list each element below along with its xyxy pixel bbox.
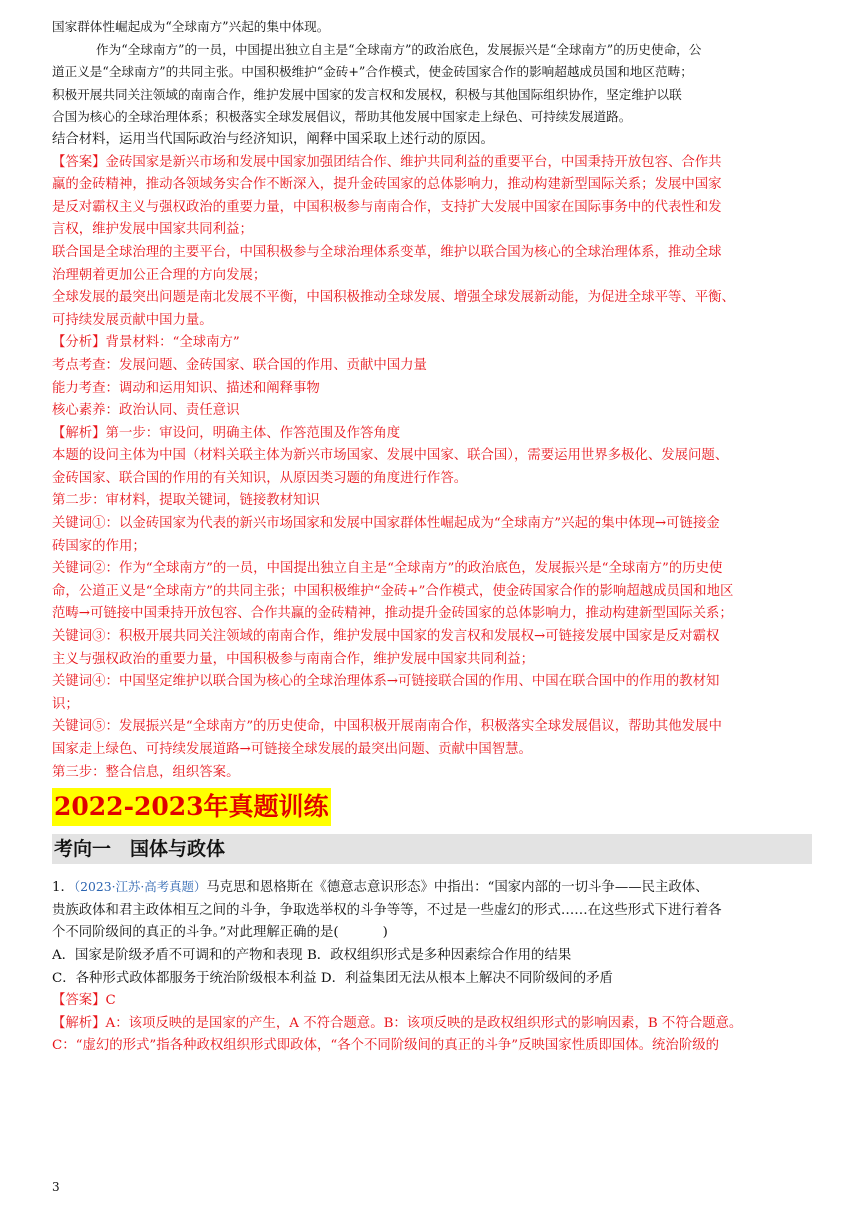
keyword-line: 国家走上绿色、可持续发展道路→可链接全球发展的最突出问题、贡献中国智慧。 (52, 742, 532, 757)
question-stem: 个不同阶级间的真正的斗争。”对此理解正确的是( (52, 925, 339, 941)
answer-line: 赢的金砖精神，推动各领域务实合作不断深入，提升金砖国家的总体影响力，推动构建新型国际关系；发展中国家 (52, 177, 722, 193)
option-row: C．各种形式政体都服务于统治阶级根本利益 D．利益集团无法从根本上解决不同阶级间的矛盾 (52, 970, 613, 986)
explanation-line: 【解析】第一步：审设问，明确主体、作答范围及作答角度 (52, 425, 401, 441)
keyword-line: 识； (52, 696, 79, 712)
answer-line: 言权，维护发展中国家共同利益； (52, 222, 253, 238)
question-prompt: 结合材料，运用当代国际政治与经济知识，阐释中国采取上述行动的原因。 (52, 131, 494, 147)
answer-block (52, 152, 812, 785)
material-line: 作为“全球南方”的一员，中国提出独立自主是“全球南方”的政治底色，发展振兴是“全球南方”的历史使命，公 (96, 41, 702, 57)
analysis-line: C：“虚幻的形式”指各种政权组织形式即政体，“各个不同阶级间的真正的斗争”反映国家性质即国体。统治阶级的 (52, 1038, 719, 1054)
keyword-line: 关键词⑤：发展振兴是“全球南方”的历史使命，中国积极开展南南合作，积极落实全球发展倡议，帮助其他发展中 (52, 719, 722, 735)
analysis-line: 能力考查：调动和运用知识、描述和阐释事物 (52, 380, 320, 396)
question-stem-line (52, 876, 812, 900)
option-row: A．国家是阶级矛盾不可调和的产物和表现 B．政权组织形式是多种因素综合作用的结果 (52, 947, 572, 963)
question-source: （2023·江苏·高考真题） (73, 879, 207, 895)
question-stem: 马克思和恩格斯在《德意志意识形态》中指出：“国家内部的一切斗争——民主政体、 (206, 880, 709, 896)
keyword-line: 范畴→可链接中国秉持开放包容、合作共赢的金砖精神，推动提升金砖国家的总体影响力，推动构建新型国际关系； (52, 606, 733, 622)
answer-line: 【答案】金砖国家是新兴市场和发展中国家加强团结合作、维护共同利益的重要平台，中国秉持开放包容、合作共 (52, 154, 722, 170)
answer-line: 是反对霸权主义与强权政治的重要力量，中国积极参与南南合作，支持扩大发展中国家在国际事务中的代表性和发 (52, 199, 722, 215)
question-stem-line: 贵族政体和君主政体相互之间的斗争，争取选举权的斗争等等，不过是一些虚幻的形式……在这些形式下进行着各 (52, 902, 722, 918)
analysis-line: 【解析】A：该项反映的是国家的产生，A 不符合题意。B：该项反映的是政权组织形式的影响因素，B 不符合题意。 (52, 1015, 743, 1031)
explanation-line: 本题的设问主体为中国（材料关联主体为新兴市场国家、发展中国家、联合国），需要运用世界多极化、发展问题、 (52, 448, 729, 464)
answer-line: 可持续发展贡献中国力量。 (52, 312, 213, 328)
explanation-line: 第二步：审材料，提取关键词，链接教材知识 (52, 493, 320, 509)
question-stem: ) (382, 925, 388, 941)
question-1 (52, 876, 812, 1058)
page-number: 3 (52, 1180, 60, 1194)
material-line: 道正义是“全球南方”的共同主张。中国积极维护“金砖+”合作模式，使金砖国家合作的影响超越成员国和地区范畴； (52, 64, 693, 80)
keyword-line: 关键词①：以金砖国家为代表的新兴市场国家和发展中国家群体性崛起成为“全球南方”兴起的集中体现→可链接金 (52, 516, 720, 532)
section-heading: 考向一 国体与政体 (52, 834, 812, 864)
answer-line: 联合国是全球治理的主要平台，中国积极参与全球治理体系变革，维护以联合国为核心的全球治理体系，推动全球 (52, 244, 722, 260)
page-content (52, 16, 812, 1058)
analysis-line: 核心素养：政治认同、责任意识 (52, 403, 240, 419)
material-line: 合国为核心的全球治理体系；积极落实全球发展倡议，帮助其他发展中国家走上绿色、可持续发展道路。 (52, 109, 632, 125)
keyword-line: 主义与强权政治的重要力量，中国积极参与南南合作，维护发展中国家共同利益； (52, 651, 535, 667)
keyword-line: 关键词②：作为“全球南方”的一员，中国提出独立自主是“全球南方”的政治底色，发展振兴是“全球南方”的历史使 (52, 561, 723, 577)
explanation-line: 金砖国家、联合国的作用的有关知识，从原因类习题的角度进行作答。 (52, 470, 468, 486)
keyword-line: 关键词④：中国坚定维护以联合国为核心的全球治理体系→可链接联合国的作用、中国在联合国中的作用的教材知 (52, 674, 720, 690)
keyword-line: 砖国家的作用； (52, 538, 146, 554)
answer-line: 治理朝着更加公正合理的方向发展； (52, 267, 267, 283)
answer-label: 【答案】C (52, 993, 116, 1009)
explanation-line: 第三步：整合信息，组织答案。 (52, 764, 240, 780)
material-line: 积极开展共同关注领域的南南合作，维护发展中国家的发言权和发展权，积极与其他国际组织协作，坚定维护以联 (52, 86, 682, 102)
material-line: 国家群体性崛起成为“全球南方”兴起的集中体现。 (52, 19, 330, 34)
year-heading: 2022-2023年真题训练 (52, 788, 331, 826)
answer-line: 全球发展的最突出问题是南北发展不平衡，中国积极推动全球发展、增强全球发展新动能，为促进全球平等、平衡、 (52, 290, 735, 306)
analysis-line: 【分析】背景材料：“全球南方” (52, 335, 240, 351)
keyword-line: 关键词③：积极开展共同关注领域的南南合作，维护发展中国家的发言权和发展权→可链接发展中国家是反对霸权 (52, 629, 720, 645)
question-number: 1． (52, 880, 74, 896)
keyword-line: 命，公道正义是“全球南方”的共同主张；中国积极维护“金砖+”合作模式，使金砖国家合作的影响超越成员国和地区 (52, 583, 734, 599)
analysis-line: 考点考查：发展问题、金砖国家、联合国的作用、贡献中国力量 (52, 357, 427, 373)
question-stem-line (52, 922, 812, 945)
